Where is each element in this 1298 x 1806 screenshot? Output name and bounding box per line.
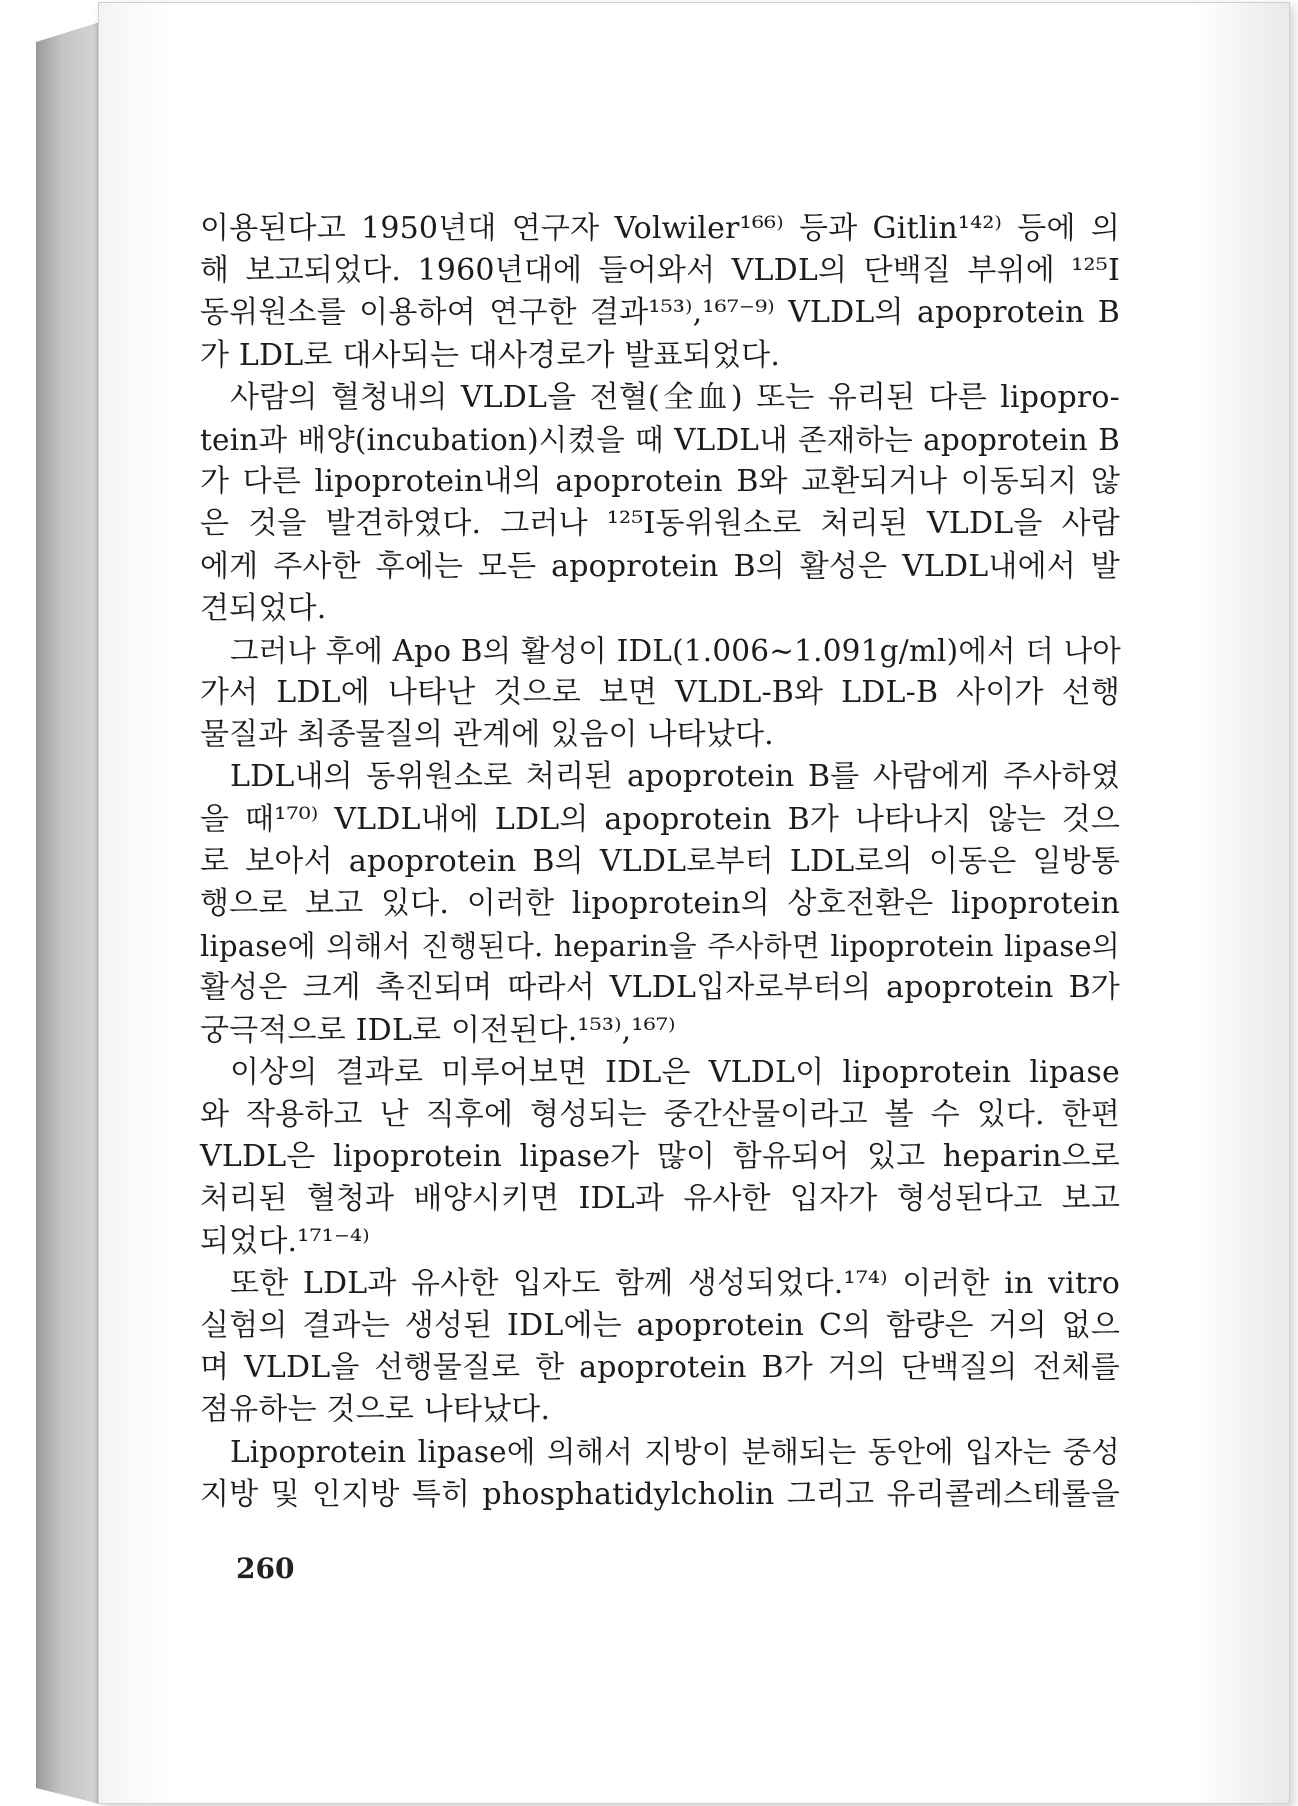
text-line: 점유하는 것으로 나타났다. bbox=[200, 1392, 551, 1428]
text-line: 활성은 크게 촉진되며 따라서 VLDL입자로부터의 apoprotein B가 bbox=[200, 970, 1120, 1006]
text-line: 물질과 최종물질의 관계에 있음이 나타났다. bbox=[200, 717, 774, 753]
text-line: 가 다른 lipoprotein내의 apoprotein B와 교환되거나 이동되지 않 bbox=[200, 464, 1120, 500]
text-line: 사람의 혈청내의 VLDL을 전혈(全血) 또는 유리된 다른 lipopro- bbox=[230, 379, 1120, 415]
text-line: 로 보아서 apoprotein B의 VLDL로부터 LDL로의 이동은 일방통 bbox=[200, 843, 1120, 879]
text-line: 와 작용하고 난 직후에 형성되는 중간산물이라고 볼 수 있다. 한편 bbox=[200, 1096, 1120, 1132]
text-line: 지방 및 인지방 특히 phosphatidylcholin 그리고 유리콜레스테롤을 bbox=[200, 1476, 1120, 1512]
text-line: lipase에 의해서 진행된다. heparin을 주사하면 lipoprotein lipase의 bbox=[200, 929, 1120, 964]
text-line: 처리된 혈청과 배양시키면 IDL과 유사한 입자가 형성된다고 보고 bbox=[200, 1181, 1120, 1217]
text-line: 이상의 결과로 미루어보면 IDL은 VLDL이 lipoprotein lipase bbox=[230, 1054, 1120, 1090]
text-line: 가서 LDL에 나타난 것으로 보면 VLDL-B와 LDL-B 사이가 선행 bbox=[200, 675, 1120, 711]
text-line: 가 LDL로 대사되는 대사경로가 발표되었다. bbox=[200, 337, 781, 373]
text-line: 은 것을 발견하였다. 그러나 ¹²⁵I동위원소로 처리된 VLDL을 사람 bbox=[200, 506, 1120, 542]
text-line: 그러나 후에 Apo B의 활성이 IDL(1.006∼1.091g/ml)에서 더 나아 bbox=[230, 633, 1121, 668]
page-number: 260 bbox=[236, 1552, 295, 1585]
text-line: 해 보고되었다. 1960년대에 들어와서 VLDL의 단백질 부위에 ¹²⁵I bbox=[200, 253, 1120, 289]
text-line: Lipoprotein lipase에 의해서 지방이 분해되는 동안에 입자는 중성 bbox=[230, 1435, 1120, 1470]
text-line: 을 때¹⁷⁰⁾ VLDL내에 LDL의 apoprotein B가 나타나지 않는 것으 bbox=[200, 801, 1120, 837]
text-line: 에게 주사한 후에는 모든 apoprotein B의 활성은 VLDL내에서 발 bbox=[200, 548, 1120, 584]
text-line: LDL내의 동위원소로 처리된 apoprotein B를 사람에게 주사하였 bbox=[230, 759, 1120, 795]
text-line: tein과 배양(incubation)시켰을 때 VLDL내 존재하는 apoprotein B bbox=[200, 422, 1120, 457]
body-text bbox=[200, 208, 1120, 1516]
text-line: 이용된다고 1950년대 연구자 Volwiler¹⁶⁶⁾ 등과 Gitlin¹⁴²⁾ 등에 의 bbox=[200, 211, 1120, 246]
text-line: 며 VLDL을 선행물질로 한 apoprotein B가 거의 단백질의 전체를 bbox=[200, 1350, 1120, 1386]
text-line: 동위원소를 이용하여 연구한 결과¹⁵³⁾,¹⁶⁷⁻⁹⁾ VLDL의 apoprotein B bbox=[200, 295, 1120, 331]
text-line: 되었다.¹⁷¹⁻⁴⁾ bbox=[200, 1223, 370, 1259]
text-line: 실험의 결과는 생성된 IDL에는 apoprotein C의 함량은 거의 없으 bbox=[200, 1307, 1120, 1343]
text-line: 궁극적으로 IDL로 이전된다.¹⁵³⁾,¹⁶⁷⁾ bbox=[200, 1012, 676, 1048]
book-spine bbox=[36, 22, 100, 1804]
text-line: 또한 LDL과 유사한 입자도 함께 생성되었다.¹⁷⁴⁾ 이러한 in vitro bbox=[230, 1265, 1120, 1301]
text-line: VLDL은 lipoprotein lipase가 많이 함유되어 있고 heparin으로 bbox=[200, 1139, 1120, 1175]
text-line: 견되었다. bbox=[200, 590, 327, 626]
text-line: 행으로 보고 있다. 이러한 lipoprotein의 상호전환은 lipoprotein bbox=[200, 886, 1120, 921]
